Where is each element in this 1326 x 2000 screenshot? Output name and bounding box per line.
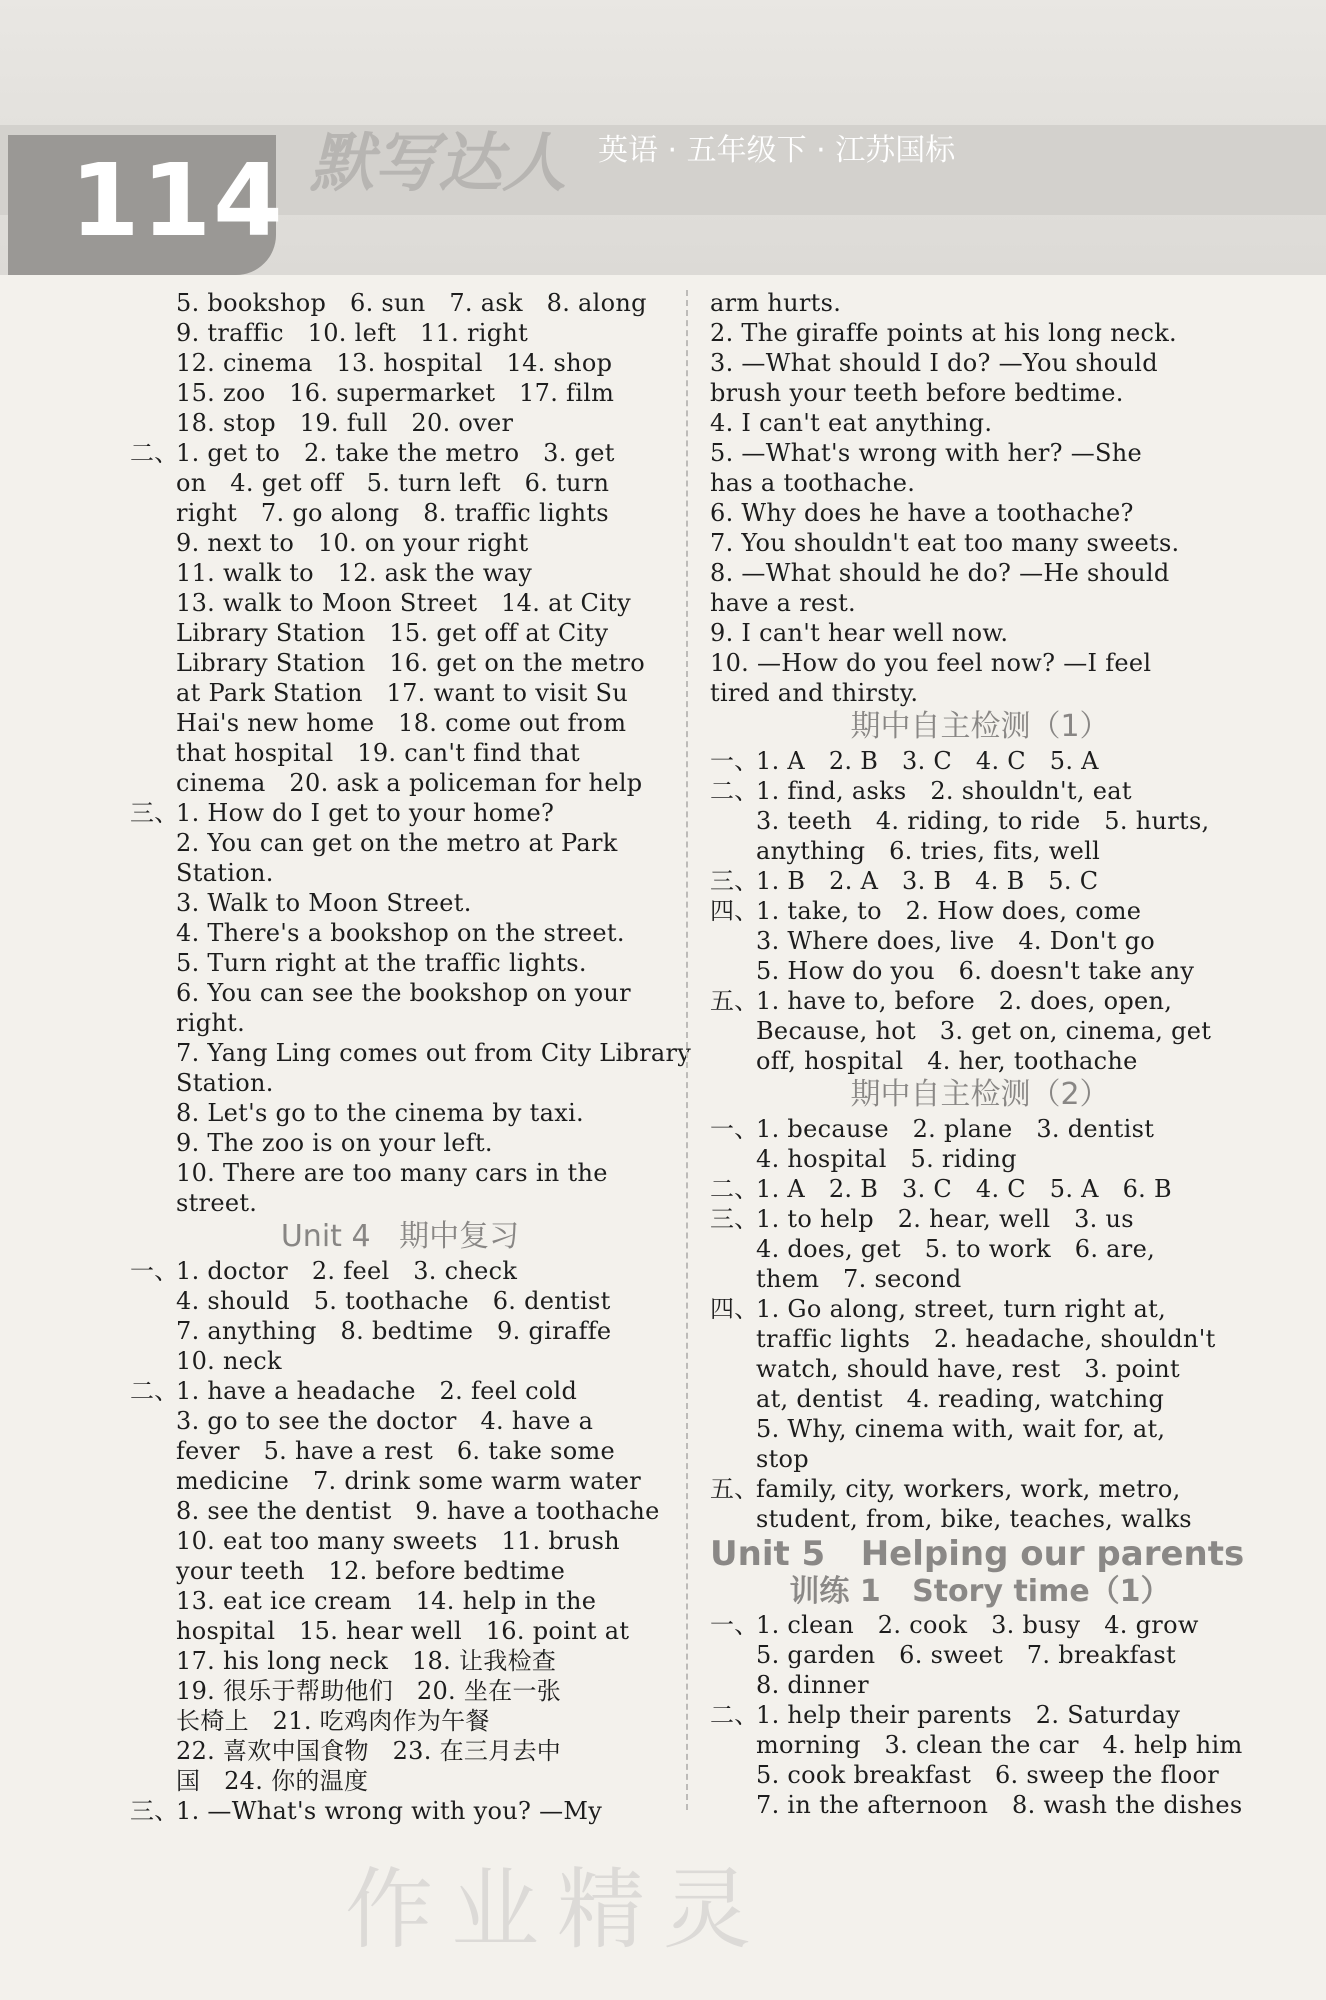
page-number: 114 — [70, 142, 285, 259]
section-heading: 期中自主检测（2） — [850, 1077, 1110, 1112]
answer-line: 10. —How do you feel now? —I feel — [710, 649, 1152, 677]
answer-line: 22. 喜欢中国食物 23. 在三月去中 — [176, 1737, 562, 1765]
answer-line: 2. You can get on the metro at Park — [176, 829, 618, 857]
answer-line: 10. eat too many sweets 11. brush — [176, 1527, 620, 1555]
answer-line: 4. should 5. toothache 6. dentist — [176, 1287, 611, 1315]
answer-line: 4. does, get 5. to work 6. are, — [756, 1235, 1155, 1263]
answer-line — [710, 1610, 1250, 1640]
answer-line — [710, 1294, 1250, 1324]
answer-line: hospital 15. hear well 16. point at — [176, 1617, 630, 1645]
unit-heading: Unit 5 Helping our parents — [710, 1534, 1245, 1574]
answer-line: fever 5. have a rest 6. take some — [176, 1437, 616, 1465]
answer-line: 8. —What should he do? —He should — [710, 559, 1170, 587]
answer-line: have a rest. — [710, 589, 856, 617]
answer-line — [710, 1204, 1250, 1234]
answer-line: 5. How do you 6. doesn't take any — [756, 957, 1195, 985]
brand-title: 默写达人 — [310, 127, 566, 201]
watermark: 作业精灵 — [345, 1858, 770, 1961]
question-number: 二、 — [710, 777, 759, 805]
answer-line: right 7. go along 8. traffic lights — [176, 499, 609, 527]
right-column — [710, 288, 1250, 1820]
question-number: 四、 — [710, 897, 759, 925]
answer-text: 1. to help 2. hear, well 3. us — [756, 1205, 1134, 1233]
answer-line: 10. neck — [176, 1347, 282, 1375]
answer-line: that hospital 19. can't find that — [176, 739, 580, 767]
answer-line: 3. teeth 4. riding, to ride 5. hurts, — [756, 807, 1210, 835]
question-number: 二、 — [130, 439, 179, 467]
answer-text: 1. How do I get to your home? — [176, 799, 555, 827]
answer-line: 7. anything 8. bedtime 9. giraffe — [176, 1317, 612, 1345]
question-number: 三、 — [130, 799, 179, 827]
answer-line: 8. Let's go to the cinema by taxi. — [176, 1099, 584, 1127]
answer-line: 2. The giraffe points at his long neck. — [710, 319, 1177, 347]
answer-line — [130, 1376, 670, 1406]
answer-text: 1. have a headache 2. feel cold — [176, 1377, 578, 1405]
question-number: 二、 — [130, 1377, 179, 1405]
answer-line: 19. 很乐于帮助他们 20. 坐在一张 — [176, 1677, 562, 1705]
answer-line: right. — [176, 1009, 246, 1037]
answer-line: Because, hot 3. get on, cinema, get — [756, 1017, 1212, 1045]
answer-line — [710, 776, 1250, 806]
answer-line: medicine 7. drink some warm water — [176, 1467, 642, 1495]
answer-line: them 7. second — [756, 1265, 962, 1293]
answer-line: on 4. get off 5. turn left 6. turn — [176, 469, 610, 497]
section-heading: Unit 4 期中复习 — [280, 1219, 520, 1254]
answer-line: 9. next to 10. on your right — [176, 529, 529, 557]
answer-line: 4. hospital 5. riding — [756, 1145, 1017, 1173]
answer-line: traffic lights 2. headache, shouldn't — [756, 1325, 1216, 1353]
answer-text: family, city, workers, work, metro, — [756, 1475, 1181, 1503]
answer-line: 9. traffic 10. left 11. right — [176, 319, 529, 347]
page-header — [0, 0, 1326, 275]
answer-line: stop — [756, 1445, 809, 1473]
answer-line: tired and thirsty. — [710, 679, 919, 707]
section-heading: 期中自主检测（1） — [850, 709, 1110, 744]
answer-line: 13. eat ice cream 14. help in the — [176, 1587, 597, 1615]
answer-line: has a toothache. — [710, 469, 916, 497]
answer-text: 1. A 2. B 3. C 4. C 5. A 6. B — [756, 1175, 1172, 1203]
answer-line: 7. in the afternoon 8. wash the dishes — [756, 1791, 1243, 1819]
answer-line: 5. Turn right at the traffic lights. — [176, 949, 587, 977]
answer-line: 国 24. 你的温度 — [176, 1767, 369, 1795]
answer-line: 6. You can see the bookshop on your — [176, 979, 631, 1007]
answer-text: 1. find, asks 2. shouldn't, eat — [756, 777, 1132, 805]
answer-line — [710, 1700, 1250, 1730]
answer-line — [130, 1796, 670, 1826]
answer-line: 15. zoo 16. supermarket 17. film — [176, 379, 615, 407]
answer-text: 1. help their parents 2. Saturday — [756, 1701, 1181, 1729]
answer-line: brush your teeth before bedtime. — [710, 379, 1124, 407]
answer-text: 1. doctor 2. feel 3. check — [176, 1257, 518, 1285]
answer-line: 3. go to see the doctor 4. have a — [176, 1407, 594, 1435]
answer-line — [710, 746, 1250, 776]
answer-line: 3. Where does, live 4. Don't go — [756, 927, 1156, 955]
answer-line: morning 3. clean the car 4. help him — [756, 1731, 1243, 1759]
answer-line: cinema 20. ask a policeman for help — [176, 769, 643, 797]
answer-line: 11. walk to 12. ask the way — [176, 559, 533, 587]
answer-line: Hai's new home 18. come out from — [176, 709, 627, 737]
answer-line: 7. Yang Ling comes out from City Library — [176, 1039, 692, 1067]
answer-line — [710, 1474, 1250, 1504]
answer-line — [130, 1256, 670, 1286]
answer-text: 1. —What's wrong with you? —My — [176, 1797, 603, 1825]
question-number: 二、 — [710, 1701, 759, 1729]
answer-text: 1. take, to 2. How does, come — [756, 897, 1142, 925]
question-number: 三、 — [710, 1205, 759, 1233]
answer-line — [130, 798, 670, 828]
answer-text: 1. because 2. plane 3. dentist — [756, 1115, 1155, 1143]
answer-text: 1. get to 2. take the metro 3. get — [176, 439, 615, 467]
answer-line: 7. You shouldn't eat too many sweets. — [710, 529, 1180, 557]
question-number: 一、 — [130, 1257, 179, 1285]
answer-line: street. — [176, 1189, 258, 1217]
answer-line: 5. cook breakfast 6. sweep the floor — [756, 1761, 1220, 1789]
question-number: 一、 — [710, 1115, 759, 1143]
column-divider — [686, 290, 688, 1810]
question-number: 三、 — [710, 867, 759, 895]
book-subtitle: 英语 · 五年级下 · 江苏国标 — [598, 133, 956, 168]
answer-line: 4. There's a bookshop on the street. — [176, 919, 625, 947]
answer-line: 5. garden 6. sweet 7. breakfast — [756, 1641, 1176, 1669]
question-number: 一、 — [710, 1611, 759, 1639]
answer-line: arm hurts. — [710, 289, 842, 317]
question-number: 一、 — [710, 747, 759, 775]
answer-line: 5. bookshop 6. sun 7. ask 8. along — [176, 289, 647, 317]
answer-line: 5. —What's wrong with her? —She — [710, 439, 1143, 467]
answer-line — [710, 896, 1250, 926]
answer-line: at, dentist 4. reading, watching — [756, 1385, 1165, 1413]
answer-line: 6. Why does he have a toothache? — [710, 499, 1134, 527]
answer-line: 3. —What should I do? —You should — [710, 349, 1158, 377]
answer-line: 13. walk to Moon Street 14. at City — [176, 589, 631, 617]
answer-line: 10. There are too many cars in the — [176, 1159, 608, 1187]
answer-line: off, hospital 4. her, toothache — [756, 1047, 1138, 1075]
answer-text: 1. B 2. A 3. B 4. B 5. C — [756, 867, 1099, 895]
answer-line: 8. see the dentist 9. have a toothache — [176, 1497, 660, 1525]
answer-line: 8. dinner — [756, 1671, 869, 1699]
answer-line: 9. I can't hear well now. — [710, 619, 1009, 647]
answer-text: 1. Go along, street, turn right at, — [756, 1295, 1167, 1323]
question-number: 二、 — [710, 1175, 759, 1203]
answer-line: your teeth 12. before bedtime — [176, 1557, 566, 1585]
answer-line: 17. his long neck 18. 让我检查 — [176, 1647, 557, 1675]
answer-line: Library Station 16. get on the metro — [176, 649, 645, 677]
answer-text: 1. clean 2. cook 3. busy 4. grow — [756, 1611, 1199, 1639]
answer-line: 5. Why, cinema with, wait for, at, — [756, 1415, 1166, 1443]
answer-line: student, from, bike, teaches, walks — [756, 1505, 1192, 1533]
answer-line: Library Station 15. get off at City — [176, 619, 609, 647]
answer-line: anything 6. tries, fits, well — [756, 837, 1101, 865]
answer-line: 3. Walk to Moon Street. — [176, 889, 472, 917]
answer-line — [710, 866, 1250, 896]
lesson-heading: 训练 1 Story time（1） — [789, 1574, 1171, 1609]
answer-line: Station. — [176, 859, 274, 887]
answer-line: 长椅上 21. 吃鸡肉作为午餐 — [176, 1707, 490, 1735]
left-column — [130, 288, 692, 1826]
answer-line: 18. stop 19. full 20. over — [176, 409, 514, 437]
answer-line — [710, 986, 1250, 1016]
question-number: 五、 — [710, 1475, 759, 1503]
answer-text: 1. have to, before 2. does, open, — [756, 987, 1173, 1015]
answer-line: watch, should have, rest 3. point — [756, 1355, 1180, 1383]
question-number: 五、 — [710, 987, 759, 1015]
answer-line — [710, 1114, 1250, 1144]
question-number: 三、 — [130, 1797, 179, 1825]
answer-line — [130, 438, 670, 468]
answer-line: at Park Station 17. want to visit Su — [176, 679, 629, 707]
answer-line — [710, 1174, 1250, 1204]
answer-line: 12. cinema 13. hospital 14. shop — [176, 349, 613, 377]
answer-text: 1. A 2. B 3. C 4. C 5. A — [756, 747, 1099, 775]
answer-line: 9. The zoo is on your left. — [176, 1129, 493, 1157]
question-number: 四、 — [710, 1295, 759, 1323]
answer-line: 4. I can't eat anything. — [710, 409, 993, 437]
answer-line: Station. — [176, 1069, 274, 1097]
